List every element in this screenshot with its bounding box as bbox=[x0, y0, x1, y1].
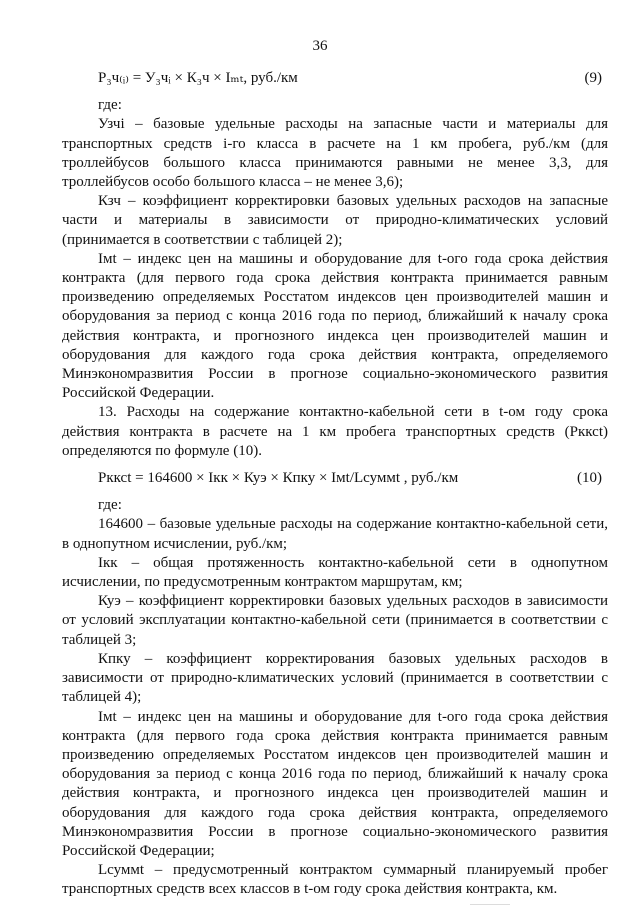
definition-u-zch: Узчi – базовые удельные расходы на запасные части и материалы для транспортных средств i-го класса в расчете на 1 км пробега, руб./км (для троллейбусов большого класса принимаются равными не менее 3,3, для троллейбусов особо большого класса – не менее 3,6); bbox=[62, 116, 608, 191]
definition-k-zch: Кзч – коэффициент корректировки базовых удельных расходов на запасные части и материалы в зависимости от природно-климатических условий (принимается в соответствии с таблицей 2); bbox=[62, 193, 608, 248]
page-number: 36 bbox=[312, 38, 328, 54]
document-body bbox=[62, 66, 608, 900]
definition-k-ue: Куэ – коэффициент корректировки базовых удельных расходов в зависимости от условий эксплуатации контактно-кабельной сети (принимается в соответствии с таблицей 3; bbox=[62, 593, 608, 648]
item-13-paragraph: 13. Расходы на содержание контактно-кабельной сети в t-ом году срока действия контракта в расчете на 1 км пробега транспортных средств (Ркксt) определяются по формуле (10). bbox=[62, 404, 608, 459]
where-label-2: где: bbox=[98, 497, 122, 514]
formula-10-number: (10) bbox=[577, 470, 602, 487]
definition-i-mt-1: Iмt – индекс цен на машины и оборудование для t-ого года срока действия контракта (для первого года срока действия контракта принимается равным произведению определяемых Росстатом индексов цен производителей машин и оборудования за период с конца 2016 года по период, ближайший к началу срока действия контракта, и прогнозного индекса цен производителей машин и оборудования для каждого года срока действия контракта, определяемого Минэкономразвития России в прогнозе социально-экономического развития Российской Федерации. bbox=[62, 250, 608, 402]
formula-9-number: (9) bbox=[584, 70, 602, 86]
formula-9-expression: Р₃ч₍ᵢ₎ = У₃чᵢ × К₃ч × Iₘₜ, руб./км bbox=[98, 70, 298, 86]
definition-base-cost: 164600 – базовые удельные расходы на содержание контактно-кабельной сети, в однопутном исчислении, руб./км; bbox=[62, 516, 608, 552]
formula-9 bbox=[62, 69, 608, 88]
formula-10-expression: Ркксt = 164600 × Iкк × Куэ × Кпку × Iмt/Lсуммt , руб./км bbox=[98, 470, 459, 487]
definition-k-pku: Кпку – коэффициент корректирования базовых удельных расходов в зависимости от природно-климатических условий (принимается в соответствии с таблицей 4); bbox=[62, 650, 608, 706]
definition-l-summ: Lсуммt – предусмотренный контрактом суммарный планируемый пробег транспортных средств всех классов в t-ом году срока действия контракта, км. bbox=[62, 862, 608, 898]
where-label-1: где: bbox=[98, 97, 122, 114]
definition-i-mt-2: Iмt – индекс цен на машины и оборудование для t-ого года срока действия контракта (для первого года срока действия контракта принимается равным произведению определяемых Росстатом индексов цен производителей машин и оборудования за период с конца 2016 года по период, ближайший к началу срока действия контракта, и прогнозного индекса цен производителей машин и оборудования для каждого года срока действия контракта, определяемого Минэкономразвития России в прогнозе социально-экономического развития Российской Федерации; bbox=[62, 708, 608, 859]
formula-10 bbox=[62, 469, 608, 488]
definition-i-kk: Iкк – общая протяженность контактно-кабельной сети в однопутном исчислении, по предусмотренным контрактом маршрутам, км; bbox=[62, 554, 608, 591]
